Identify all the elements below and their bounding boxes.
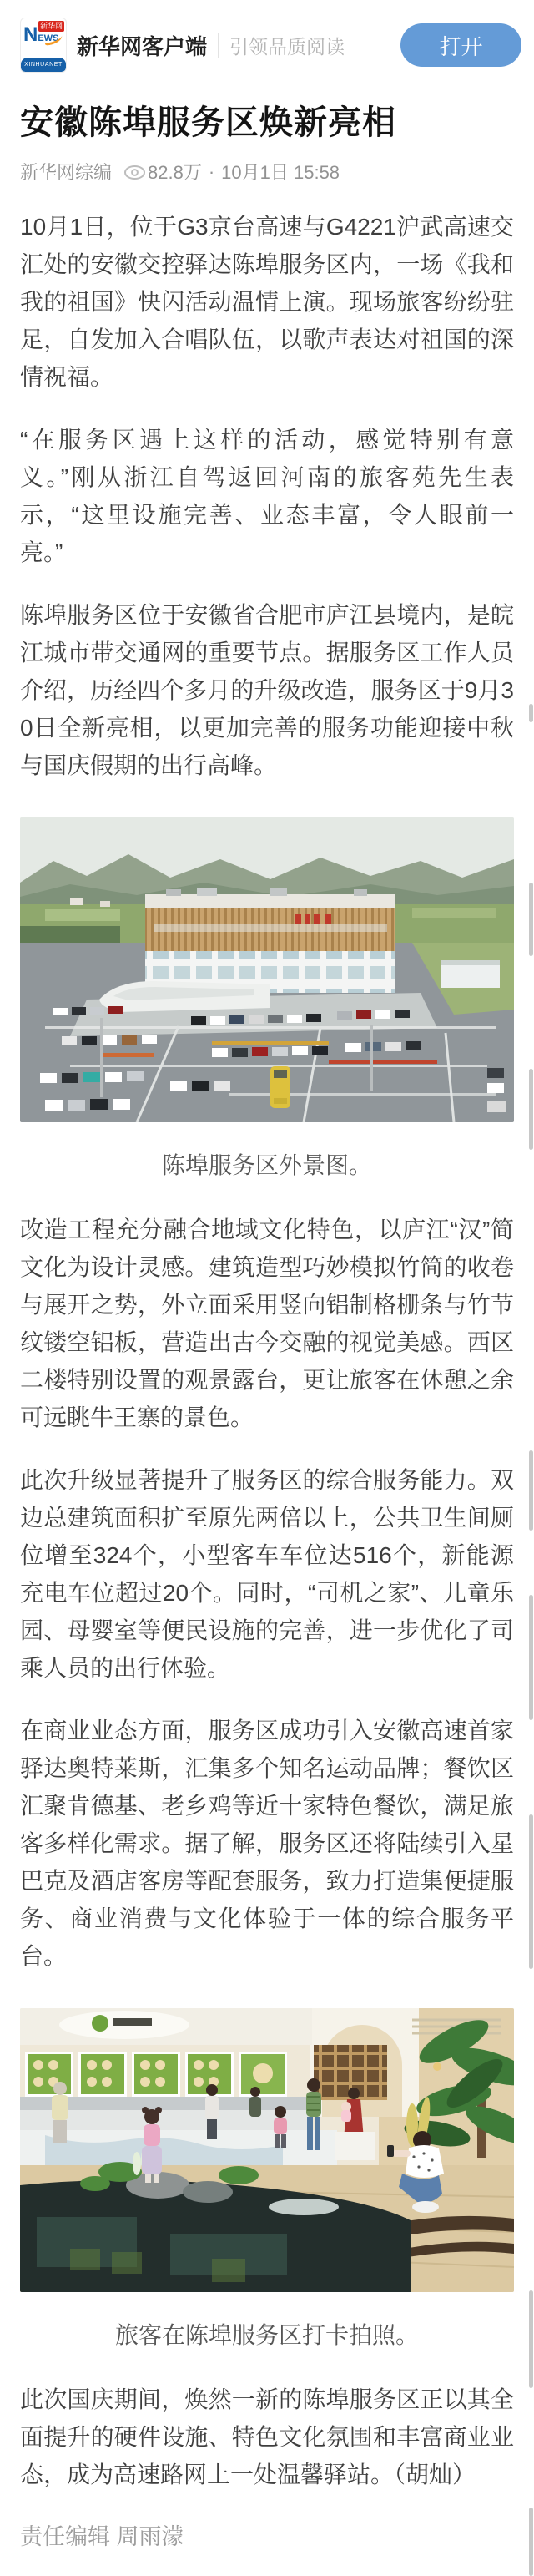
service-area-aerial-photo (20, 817, 514, 1122)
scrollbar[interactable] (529, 2508, 533, 2576)
scrollbar[interactable] (529, 1069, 533, 1150)
byline (20, 159, 514, 185)
article-body (20, 208, 514, 2551)
scrollbar[interactable] (529, 1595, 533, 1720)
paragraph: 此次国庆期间，焕然一新的陈埠服务区正以其全面提升的硬件设施、特色文化氛围和丰富商业业态，成为高速路网上一处温馨驿站。（胡灿） (20, 2386, 514, 2487)
paragraph: “在服务区遇上这样的活动，感觉特别有意义。”刚从浙江自驾返回河南的旅客苑先生表示，“这里设施完善、业态丰富，令人眼前一亮。” (20, 427, 514, 565)
scrollbar[interactable] (529, 1450, 533, 1531)
paragraph: 陈埠服务区位于安徽省合肥市庐江县境内，是皖江城市带交通网的重要节点。据服务区工作人员介绍，历经四个多月的升级改造，服务区于9月30日全新亮相，以更加完善的服务功能迎接中秋与国庆假期的出行高峰。 (20, 602, 514, 778)
figure-exterior (20, 817, 514, 1181)
article (0, 102, 534, 2551)
paragraph: 10月1日，位于G3京台高速与G4221沪武高速交汇处的安徽交控驿达陈埠服务区内，一场《我和我的祖国》快闪活动温情上演。现场旅客纷纷驻足，自发加入合唱队伍，以歌声表达对祖国的深情祝福。 (20, 214, 514, 390)
figure-caption: 旅客在陈埠服务区打卡拍照。 (114, 2322, 419, 2348)
eye-icon (123, 164, 146, 180)
app-tagline: 引领品质阅读 (229, 35, 345, 58)
publish-datetime: 10月1日 15:58 (221, 162, 340, 183)
divider (218, 33, 219, 58)
paragraph: 此次升级显著提升了服务区的综合服务能力。双边总建筑面积扩至原先两倍以上，公共卫生间厕位增至324个，小型客车车位达516个，新能源充电车位超过20个。同时，“司机之家”、儿童乐园、母婴室等便民设施的完善，进一步优化了司乘人员的出行体验。 (20, 1467, 514, 1681)
xinhuanet-logo (20, 18, 67, 73)
logo-brand-en: XINHUANET (21, 58, 66, 72)
logo-news-text: NEWS (23, 23, 59, 46)
byline-separator: · (208, 160, 215, 182)
food-court-photo (20, 2008, 514, 2292)
view-count: 82.8万 (148, 162, 202, 183)
app-name: 新华网客户端 (77, 33, 208, 59)
scrollbar[interactable] (529, 2290, 533, 2388)
app-banner (0, 0, 534, 84)
scrollbar[interactable] (529, 704, 533, 722)
figure-caption: 陈埠服务区外景图。 (161, 1152, 372, 1178)
open-app-button[interactable]: 打开 (400, 23, 521, 67)
editor-note: 责任编辑 周雨濛 (20, 2524, 184, 2549)
byline-source: 新华网综编 (20, 162, 113, 183)
logo-brand-cn: 新华网 (39, 22, 63, 30)
paragraph: 改造工程充分融合地域文化特色，以庐江“汉”简文化为设计灵感。建筑造型巧妙模拟竹简的收卷与展开之势，外立面采用竖向铝制格栅条与竹节纹镂空铝板，营造出古今交融的视觉美感。西区二楼特别设置的观景露台，更让旅客在休憩之余可远眺牛王寨的景色。 (20, 1217, 514, 1430)
paragraph: 在商业业态方面，服务区成功引入安徽高速首家驿达奥特莱斯，汇集多个知名运动品牌；餐饮区汇聚肯德基、老乡鸡等近十家特色餐饮，满足旅客多样化需求。据了解，服务区还将陆续引入星巴克及酒店客房等配套服务，致力打造集便捷服务、商业消费与文化体验于一体的综合服务平台。 (20, 1718, 514, 1969)
article-title: 安徽陈埠服务区焕新亮相 (20, 104, 396, 141)
scrollbar[interactable] (529, 1814, 533, 1969)
figure-interior (20, 2008, 514, 2351)
scrollbar[interactable] (529, 883, 533, 956)
